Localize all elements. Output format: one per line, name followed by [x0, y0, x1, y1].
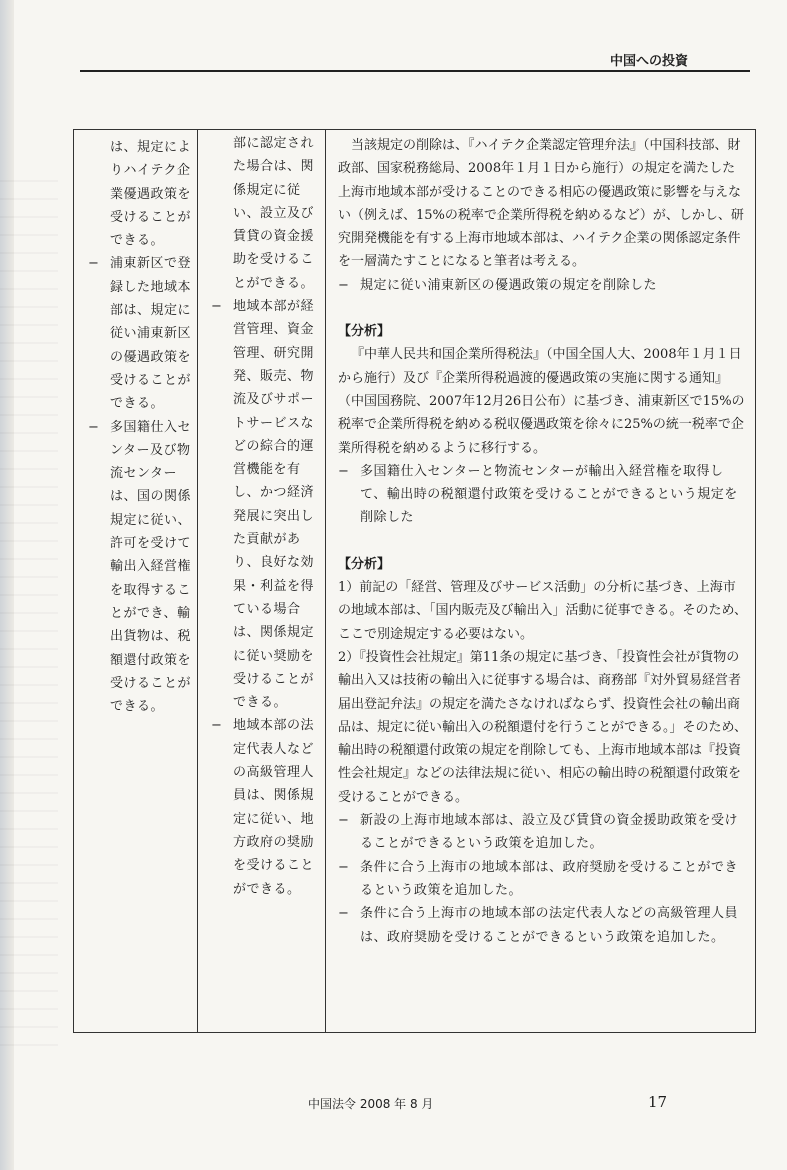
- col3-item-text: 条件に合う上海市の地域本部は、政府奨励を受けることができるという政策を追加した。: [360, 859, 739, 898]
- col1-text: は、規定によりハイテク企業優遇政策を受けることができる。: [110, 140, 192, 249]
- dash-marker: −: [338, 859, 349, 875]
- list-item: [338, 809, 747, 856]
- dash-marker: [211, 132, 233, 295]
- list-item: [211, 714, 321, 900]
- dash-marker: −: [211, 299, 222, 315]
- col2-text: 地域本部の法定代表人などの高級管理人員は、関係規定に従い、地方政府の奨励を受けることができる。: [233, 718, 315, 897]
- col3-item-text: 多国籍仕入センターと物流センターが輸出入経営権を取得して、輸出時の税額還付政策を受けることができるという規定を削除した: [360, 463, 738, 526]
- col1-text: 多国籍仕入センター及び物流センターは、国の関係規定に従い、許可を受けて輸出入経営権を取得することができ、輸出貨物は、税額還付政策を受けることができる。: [110, 419, 192, 715]
- list-item: [88, 252, 193, 415]
- list-item: [338, 856, 747, 903]
- table-cell-col3: [326, 130, 756, 1033]
- col3-paragraph: 当該規定の削除は、『ハイテク企業認定管理弁法』（中国科技部、財政部、国家税務総局、2008年１月１日から施行）の規定を満たした上海市地域本部が受けることのできる相応の優遇政策に影響を与えない（例えば、15%の税率で企業所得税を納めるなど）が、しかし、研究開発機能を有する上海市地域本部は、ハイテク企業の関係認定条件を一層満たすことになると筆者は考える。: [338, 138, 744, 270]
- dash-marker: −: [338, 277, 349, 293]
- page-header: [80, 48, 750, 72]
- col2-text: 部に認定された場合は、関係規定に従い、設立及び賃貸の資金援助を受けることができる。: [233, 136, 315, 291]
- table-cell-col1: [74, 130, 198, 1033]
- col2-text: 地域本部が経営管理、資金管理、研究開発、販売、物流及びサポートサービスなどの綜合的運営機能を有し、かつ経済発展に突出した貢献があり、良好な効果・利益を得ている場合は、関係規定に従い奨励を受けることができる。: [233, 299, 315, 711]
- table-cell-col2: [198, 130, 326, 1033]
- dash-marker: −: [211, 718, 222, 734]
- analysis-point-2: 2）『投資性会社規定』第11条の規定に基づき、「投資性会社が貨物の輸出入又は技術の輸出入に従事する場合は、商務部『対外貿易経営者届出登記弁法』の規定を満たさなければならず、投資性会社の輸出商品は、規定に従い輸出入の税額還付を行うことができる。」そのため、輸出時の税額還付政策の規定を削除しても、上海市地域本部は『投資性会社規定』などの法律法規に従い、相応の輸出時の税額還付政策を受けることができる。: [338, 649, 747, 805]
- header-title: 中国への投資: [609, 54, 688, 69]
- bleed-through-text: [0, 180, 58, 1060]
- analysis-heading: 【分析】: [338, 324, 391, 340]
- col3-item-text: 条件に合う上海市の地域本部の法定代表人などの高級管理人員は、政府奨励を受けることができるという政策を追加した。: [360, 906, 739, 945]
- list-item: [338, 274, 747, 297]
- col3-item-text: 規定に従い浦東新区の優遇政策の規定を削除した: [360, 277, 658, 293]
- footer-publication: 中国法令 2008 年 8 月: [308, 1097, 434, 1111]
- list-item: [88, 136, 193, 252]
- list-item: [211, 295, 321, 714]
- table-row: [74, 130, 756, 1033]
- dash-marker: −: [338, 906, 349, 922]
- analysis-text: 『中華人民共和国企業所得税法』（中国全国人大、2008年１月１日から施行）及び『企業所得税過渡的優遇政策の実施に関する通知』（中国国務院、2007年12月26日公布）に基づき、浦東新区で15%の税率で企業所得税を納める税収優遇政策を徐々に25%の統一税率で企業所得税を納めるように移行する。: [338, 347, 745, 456]
- col3-item-text: 新設の上海市地域本部は、設立及び賃貸の資金援助政策を受けることができるという政策を追加した。: [360, 813, 739, 852]
- analysis-heading: 【分析】: [338, 556, 391, 572]
- col1-text: 浦東新区で登録した地域本部は、規定に従い浦東新区の優遇政策を受けることができる。: [110, 256, 192, 412]
- list-item: [88, 416, 193, 719]
- page-number: 17: [648, 1093, 668, 1111]
- list-item: [338, 902, 747, 949]
- dash-marker: −: [88, 256, 99, 272]
- analysis-point-1: 1）前記の「経営、管理及びサービス活動」の分析に基づき、上海市の地域本部は、「国内販売及び輸出入」活動に従事できる。そのため、ここで別途規定する必要はない。: [338, 580, 747, 642]
- list-item: [338, 460, 747, 530]
- dash-marker: −: [88, 419, 99, 435]
- list-item: [211, 132, 321, 295]
- comparison-table: [73, 129, 756, 1033]
- dash-marker: −: [338, 463, 349, 479]
- dash-marker: [88, 136, 110, 252]
- dash-marker: −: [338, 813, 349, 829]
